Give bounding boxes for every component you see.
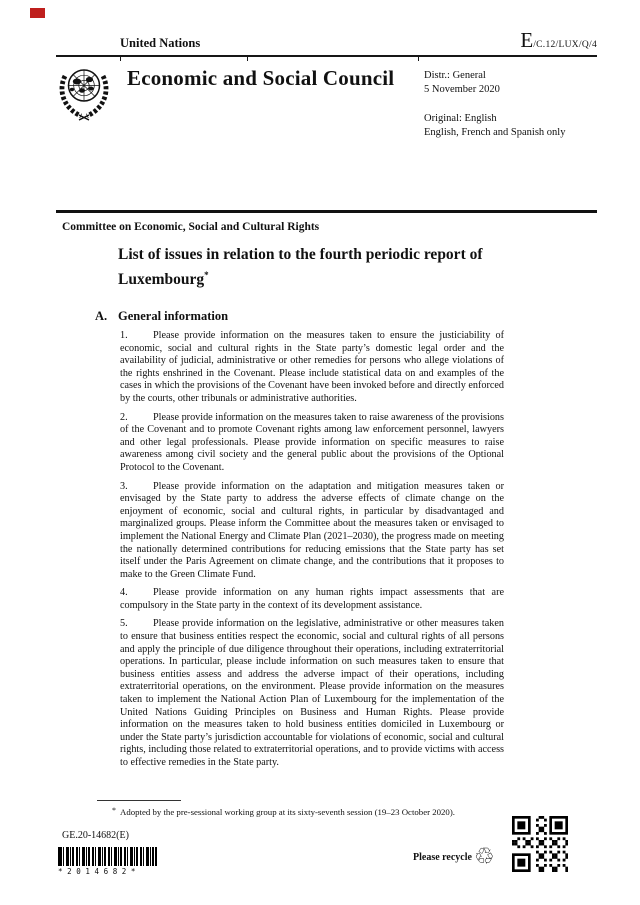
- paragraph-4: [120, 587, 504, 612]
- paragraph-3: [120, 481, 504, 582]
- footnote: [97, 805, 572, 818]
- section-heading: [95, 309, 228, 324]
- council-title: Economic and Social Council: [127, 66, 395, 90]
- paragraph-text: Please provide information on the measures taken to ensure the justiciability of economic, social and cultural rights in the State party’s domestic legal order and the availability of judicial, administrative or other remedies for persons who allege violations of the rights enshrined in the Covenant. Please include statistical data on and examples of the cases in which the provisions of the Covenant have been invoked before and directly enforced by the courts, other tribunals or administrative authorities.: [120, 330, 504, 404]
- paragraph-2: [120, 412, 504, 475]
- paragraph-1: [120, 330, 504, 406]
- header-tick: [120, 57, 121, 61]
- distribution-block: [424, 69, 500, 97]
- paragraph-number: 3.: [120, 480, 128, 492]
- header-rule: [56, 55, 597, 57]
- recycle-icon: ♲: [473, 844, 495, 870]
- paragraph-number: 2.: [120, 411, 128, 423]
- paragraph-text: Please provide information on the legislative, administrative or other measures taken to ensure that business entities respect the economic, social and cultural rights of all persons and apply the principle of due diligence throughout their operations, including extraterritorial operations. In particular, please include information on such measures taken to ensure that business entities assess and address the adverse impact of their operations, including extraterritorial operations, on the environment. Please provide information on the measures taken to implement the National Action Plan of Luxembourg for the implementation of the United Nations Guiding Principles on Business and Human Rights. Please provide information on the measures taken to hold business entities domiciled in Luxembourg or under the State party’s jurisdiction accountable for violations of economic, social and cultural rights, including those related to extraterritorial operations, and to provide victims with access to effective remedies in the State party.: [120, 618, 504, 768]
- paragraph-number: 5.: [120, 618, 128, 630]
- corner-marker: [30, 8, 45, 18]
- recycle-label: Please recycle: [413, 852, 472, 863]
- paragraph-text: Please provide information on the adaptation and mitigation measures taken or envisaged by the State party to address the adverse effects of climate change on the enjoyment of economic, social and cultural rights, in particular by disadvantaged and marginalized groups. Please inform the Committee about the measures taken or envisaged to implement the National Energy and Climate Plan (2021–2030), the progress made on meeting the nationally determined contributions for reducing emissions that the State party has set itself under the Paris Agreement on climate change, and the contributions that it proposes to make to the Green Climate Fund.: [120, 480, 504, 580]
- distr-line: Distr.: General: [424, 70, 486, 81]
- paragraph-number: 1.: [120, 330, 128, 341]
- language-block: [424, 112, 565, 140]
- un-emblem-icon: [57, 64, 111, 122]
- org-name: United Nations: [120, 36, 201, 50]
- section-label: A.: [95, 309, 108, 323]
- doc-symbol-number: /C.12/LUX/Q/4: [533, 40, 597, 50]
- date-line: 5 November 2020: [424, 84, 500, 95]
- footnote-marker: *: [112, 806, 116, 815]
- masthead-divider: [56, 210, 597, 213]
- body-paragraphs: [120, 330, 504, 776]
- paragraph-number: 4.: [120, 587, 128, 599]
- barcode: [58, 847, 154, 876]
- document-title-text: List of issues in relation to the fourth periodic report of Luxembourg: [118, 246, 483, 289]
- recycle-notice: [413, 846, 495, 869]
- ge-number: GE.20-14682(E): [62, 830, 129, 841]
- barcode-bars: [58, 847, 157, 866]
- footnote-text: Adopted by the pre-sessional working group at its sixty-seventh session (19–23 October 2020).: [120, 807, 455, 817]
- qr-code: [512, 816, 568, 872]
- paragraph-5: [120, 618, 504, 769]
- section-title: General information: [118, 309, 229, 323]
- languages-line: English, French and Spanish only: [424, 127, 566, 138]
- title-footnote-marker: *: [204, 270, 209, 280]
- paragraph-text: Please provide information on any human rights impact assessments that are compulsory in the State party in the context of its development assistance.: [120, 587, 504, 611]
- header-tick: [418, 57, 419, 61]
- doc-symbol-series: E: [520, 28, 534, 52]
- footnote-divider: [97, 800, 181, 801]
- doc-symbol: [520, 28, 597, 53]
- original-language-line: Original: English: [424, 113, 497, 124]
- committee-heading: Committee on Economic, Social and Cultural Rights: [62, 221, 320, 233]
- document-title: [118, 245, 508, 290]
- barcode-label: *2014682*: [58, 867, 141, 876]
- header-tick: [247, 57, 248, 61]
- paragraph-text: Please provide information on the measures taken to raise awareness of the provisions of the Covenant and to promote Covenant rights among law enforcement personnel, lawyers and other legal professionals. Please provide information on specific measures to raise awareness among civil society and the general public about the provisions of the Optional Protocol to the Covenant.: [120, 411, 504, 473]
